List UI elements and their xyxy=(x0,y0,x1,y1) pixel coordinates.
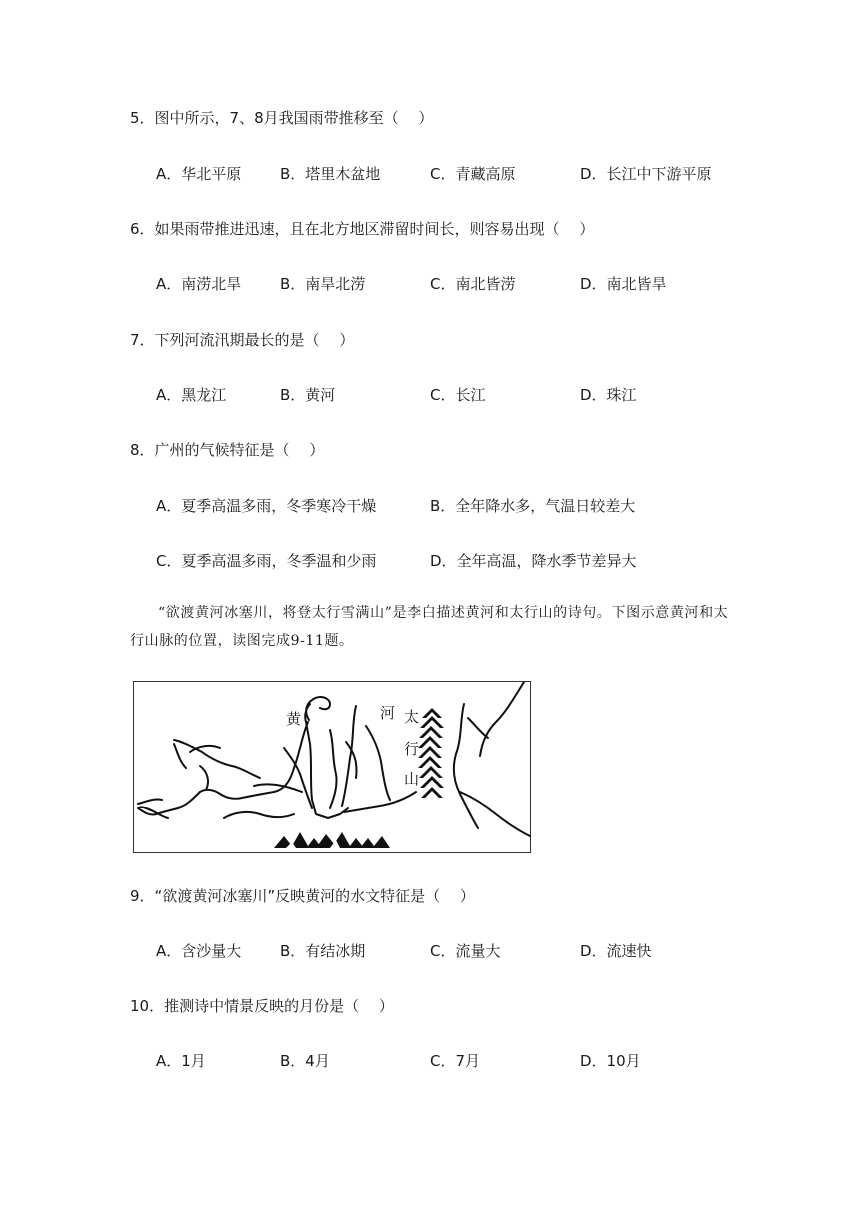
question-5-option-d[interactable]: D．长江中下游平原 xyxy=(580,165,712,183)
question-9-stem: 9．“欲渡黄河冰塞川”反映黄河的水文特征是（ ） xyxy=(130,887,475,905)
question-8-option-b[interactable]: B．全年降水多，气温日较差大 xyxy=(430,497,636,515)
southern-mountains-symbol xyxy=(134,682,532,854)
label-shan: 山 xyxy=(404,770,420,788)
question-10-option-c[interactable]: C．7月 xyxy=(430,1052,481,1070)
reading-passage: “欲渡黄河冰塞川，将登太行雪满山”是李白描述黄河和太行山的诗句。下图示意黄河和太行山脉的位置，读图完成9-11题。 xyxy=(130,605,729,649)
question-6-option-d[interactable]: D．南北皆旱 xyxy=(580,275,667,293)
question-8-stem: 8．广州的气候特征是（ ） xyxy=(130,441,325,459)
question-5-stem: 5．图中所示，7、8月我国雨带推移至（ ） xyxy=(130,109,434,127)
question-8-option-a[interactable]: A．夏季高温多雨，冬季寒冷干燥 xyxy=(156,497,377,515)
question-10-option-a[interactable]: A．1月 xyxy=(156,1052,206,1070)
label-huang: 黄 xyxy=(286,710,302,728)
question-5-option-a[interactable]: A．华北平原 xyxy=(156,165,242,183)
question-6-stem: 6．如果雨带推进迅速，且在北方地区滞留时间长，则容易出现（ ） xyxy=(130,220,595,238)
question-9-option-b[interactable]: B．有结冰期 xyxy=(280,942,366,960)
question-9-option-d[interactable]: D．流速快 xyxy=(580,942,652,960)
question-6-option-a[interactable]: A．南涝北旱 xyxy=(156,275,242,293)
question-7-option-d[interactable]: D．珠江 xyxy=(580,386,637,404)
question-8-option-d[interactable]: D．全年高温，降水季节差异大 xyxy=(430,552,637,570)
label-he: 河 xyxy=(380,704,396,722)
question-8-option-c[interactable]: C．夏季高温多雨，冬季温和少雨 xyxy=(156,552,377,570)
question-5-option-b[interactable]: B．塔里木盆地 xyxy=(280,165,381,183)
question-7-stem: 7．下列河流汛期最长的是（ ） xyxy=(130,331,355,349)
question-9-option-c[interactable]: C．流量大 xyxy=(430,942,501,960)
label-tai: 太 xyxy=(404,708,420,726)
question-10-option-b[interactable]: B．4月 xyxy=(280,1052,330,1070)
question-5-option-c[interactable]: C．青藏高原 xyxy=(430,165,516,183)
question-7-option-a[interactable]: A．黑龙江 xyxy=(156,386,227,404)
yellow-river-taihang-map xyxy=(133,681,531,853)
question-6-option-b[interactable]: B．南旱北涝 xyxy=(280,275,366,293)
question-9-option-a[interactable]: A．含沙量大 xyxy=(156,942,242,960)
question-7-option-c[interactable]: C．长江 xyxy=(430,386,486,404)
question-10-stem: 10．推测诗中情景反映的月份是（ ） xyxy=(130,997,394,1015)
question-7-option-b[interactable]: B．黄河 xyxy=(280,386,336,404)
label-hang: 行 xyxy=(404,740,420,758)
question-6-option-c[interactable]: C．南北皆涝 xyxy=(430,275,516,293)
question-10-option-d[interactable]: D．10月 xyxy=(580,1052,641,1070)
